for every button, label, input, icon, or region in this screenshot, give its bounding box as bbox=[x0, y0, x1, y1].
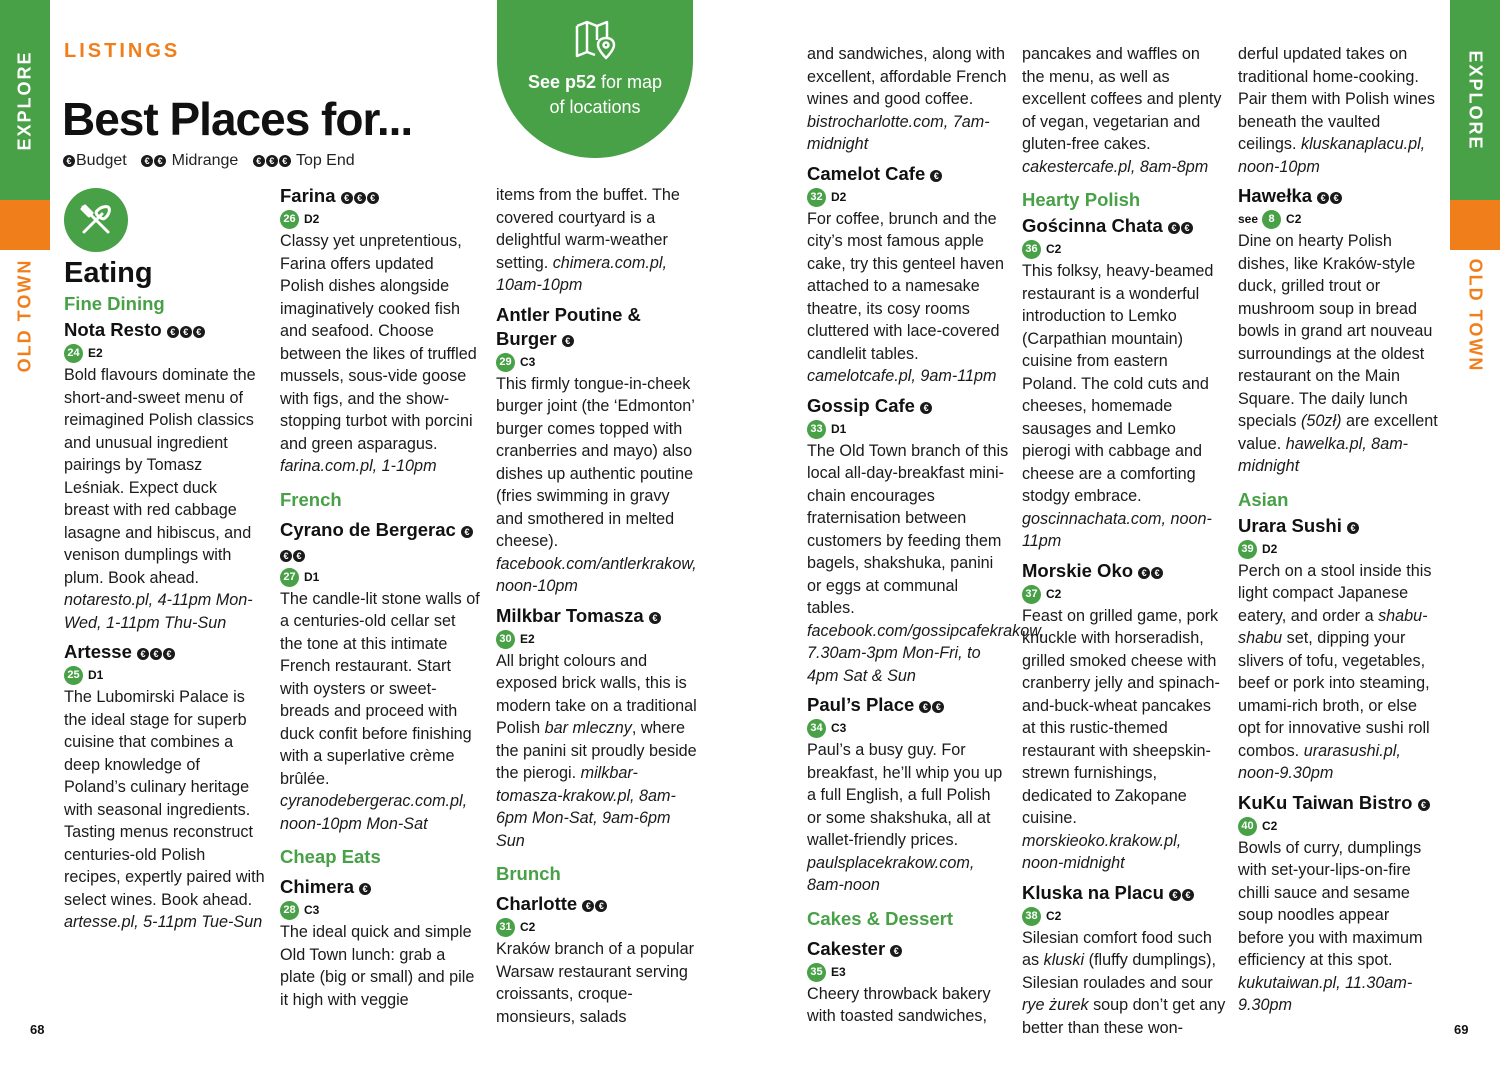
price-coin-icon: € bbox=[890, 945, 902, 957]
listing-name: Chimera € bbox=[280, 875, 482, 899]
map-pin-number: 26 bbox=[280, 210, 299, 229]
listing-info: chimera.com.pl, 10am-10pm bbox=[496, 253, 667, 294]
category-heading: Asian bbox=[1238, 488, 1289, 510]
price-coin-icon: € bbox=[1181, 222, 1193, 234]
map-reference[interactable] bbox=[1238, 538, 1438, 560]
map-reference[interactable] bbox=[1022, 905, 1226, 927]
listing-name: Charlotte € € bbox=[496, 892, 700, 916]
grid-reference: D1 bbox=[88, 668, 104, 682]
legend-budget: Budget bbox=[76, 152, 127, 169]
map-pin-number: 31 bbox=[496, 918, 515, 937]
listing-info: cyranodebergerac.com.pl, noon-10pm Mon-Sat bbox=[280, 792, 468, 833]
price-coin-icon: € bbox=[461, 526, 473, 538]
page-number-right: 69 bbox=[1454, 1022, 1469, 1037]
listing-name: Cyrano de Bergerac €€ € bbox=[280, 518, 482, 566]
listing-info: farina.com.pl, 1-10pm bbox=[280, 457, 437, 475]
listing-name: KuKu Taiwan Bistro € bbox=[1238, 791, 1438, 815]
listing-description: and sandwiches, along with excellent, affordable French wines and good coffee. bistrocharlotte.com, 7am-midnight bbox=[807, 45, 1007, 153]
map-pin-number: 8 bbox=[1262, 210, 1281, 229]
listing-info: cakestercafe.pl, 8am-8pm bbox=[1022, 157, 1209, 176]
price-coin-icon: € bbox=[930, 170, 942, 182]
grid-reference: D1 bbox=[831, 421, 847, 436]
price-coin-icon: € bbox=[167, 326, 179, 338]
listing-name: Farina € € € bbox=[280, 184, 482, 208]
listing-info: facebook.com/antlerkrakow, noon-10pm bbox=[496, 554, 697, 595]
map-reference[interactable] bbox=[807, 961, 1009, 983]
listing-description: Silesian comfort food such as kluski (fluffy dumplings), Silesian roulades and sour rye żurek soup don’t get any better than these won- bbox=[1022, 928, 1226, 1037]
category-heading: Cheap Eats bbox=[280, 846, 381, 867]
old-town-tab[interactable] bbox=[0, 250, 50, 380]
map-pin-number: 32 bbox=[807, 188, 826, 207]
listing-name: Kluska na Placu € € bbox=[1022, 881, 1226, 905]
listing-info: paulsplacekrakow.com, 8am-noon bbox=[807, 853, 975, 894]
explore-tab[interactable] bbox=[0, 0, 50, 200]
map-reference[interactable] bbox=[1022, 583, 1226, 605]
grid-reference: C3 bbox=[831, 721, 847, 735]
map-pin-number: 28 bbox=[280, 901, 299, 920]
grid-reference: C3 bbox=[304, 903, 320, 917]
price-coin-icon: € bbox=[280, 550, 292, 562]
listing-description: Dine on hearty Polish dishes, like Kraków-style duck, grilled trout or mushroom soup in bread bowls in grand art nouveau surroundings at the oldest restaurant on the Main Square. The daily lunch specials (50zł) are excellent value. hawelka.pl, 8am-midnight bbox=[1238, 232, 1438, 475]
map-reference[interactable] bbox=[280, 899, 482, 921]
listing-description: The candle-lit stone walls of a centuries-old cellar set the tone at this intimate French restaurant. Start with oysters or sweet-breads and proceed with duck confit before finishing with a superlative crème brûlée. cyranodebergerac.com.pl, noon-10pm Mon-Sat bbox=[280, 589, 480, 833]
grid-reference: C2 bbox=[1286, 212, 1302, 226]
listing-name: Artesse € € € bbox=[64, 640, 266, 664]
grid-reference: C2 bbox=[1046, 242, 1062, 256]
grid-reference: D1 bbox=[304, 569, 320, 584]
listing-name: Cakester € bbox=[807, 937, 1009, 961]
listing-description: The Lubomirski Palace is the ideal stage for superb cuisine that combines a deep knowledge of Poland’s culinary heritage with seasonal ingredients. Tasting menus reconstruct centuries-old Polish recipes, expertly paired with select wines. Book ahead. artesse.pl, 5-11pm Tue-Sun bbox=[64, 688, 265, 931]
listing-name: Urara Sushi € bbox=[1238, 514, 1438, 538]
price-coin-icon: € bbox=[562, 335, 574, 347]
map-pin-number: 34 bbox=[807, 719, 826, 738]
listing-name: Gossip Cafe € bbox=[807, 394, 1009, 418]
section-kicker: LISTINGS bbox=[64, 40, 181, 62]
map-pin-number: 37 bbox=[1022, 585, 1041, 604]
map-pin-number: 30 bbox=[496, 630, 515, 649]
price-coin-icon: € bbox=[1347, 522, 1359, 534]
map-reference[interactable] bbox=[64, 342, 266, 364]
explore-tab-right[interactable] bbox=[1450, 0, 1500, 200]
price-coin-icon: € bbox=[341, 192, 353, 204]
page-number-left: 68 bbox=[30, 1022, 45, 1037]
map-pin-icon bbox=[573, 18, 619, 69]
old-town-tab-label: OLD TOWN bbox=[14, 258, 35, 372]
listing-info: goscinnachata.com, noon-11pm bbox=[1022, 509, 1212, 550]
listing-description: This folksy, heavy-beamed restaurant is a wonderful introduction to Lemko (Carpathian mountain) cuisine from eastern Poland. The cold cuts and cheeses, homemade sausages and Lemko pierogi with cabbage and cheese are a comforting stodgy embrace. goscinnachata.com, noon-11pm bbox=[1022, 262, 1214, 550]
fork-knife-icon bbox=[64, 188, 128, 252]
map-reference[interactable] bbox=[1238, 208, 1438, 230]
listing-description: Classy yet unpretentious, Farina offers updated Polish dishes alongside imaginatively cooked fish and seafood. Choose between the likes of truffled mussels, sous-vide goose with figs, and the show-stopping turbot with porcini and green asparagus. farina.com.pl, 1-10pm bbox=[280, 232, 477, 475]
listing-info: urarasushi.pl, noon-9.30pm bbox=[1238, 741, 1401, 782]
listing-column-2 bbox=[280, 184, 482, 1011]
grid-reference: see bbox=[1238, 212, 1259, 226]
tab-divider bbox=[0, 200, 50, 250]
legend-midrange: Midrange bbox=[171, 152, 239, 169]
grid-reference: C2 bbox=[520, 920, 536, 934]
map-pin-number: 25 bbox=[64, 666, 83, 685]
map-pin-number: 33 bbox=[807, 420, 826, 439]
price-coin-icon: € bbox=[359, 883, 371, 895]
price-coin-icon: € bbox=[354, 192, 366, 204]
listing-column-3 bbox=[496, 184, 700, 1028]
old-town-tab-right[interactable] bbox=[1450, 250, 1500, 380]
price-coin-icon: € bbox=[920, 402, 932, 414]
listing-description: The Old Town branch of this local all-day-breakfast mini-chain encourages fraternisation between customers by feeding them bagels, shakshuka, panini or eggs at communal tables. facebook.com/gossipcafekrakow, 7.30am-3pm Mon-Fri, to 4pm Sat & Sun bbox=[807, 441, 1045, 685]
listing-info: morskieoko.krakow.pl, noon-midnight bbox=[1022, 831, 1182, 872]
section-heading-eating: Eating bbox=[64, 257, 153, 289]
listing-info: facebook.com/gossipcafekrakow, 7.30am-3pm Mon-Fri, to 4pm Sat & Sun bbox=[807, 621, 1045, 685]
map-pin-number: 40 bbox=[1238, 817, 1257, 836]
price-coin-icon: € bbox=[1168, 222, 1180, 234]
listing-description: Bowls of curry, dumplings with set-your-lips-on-fire chilli sauce and sesame soup noodles appear before you with maximum efficiency at this spot. kukutaiwan.pl, 11.30am-9.30pm bbox=[1238, 838, 1423, 1014]
listing-name: Antler Poutine & Burger € bbox=[496, 303, 641, 349]
listing-info: artesse.pl, 5-11pm Tue-Sun bbox=[64, 913, 263, 931]
listing-description: derful updated takes on traditional home-cooking. Pair them with Polish wines beneath the vaulted ceilings. kluskanaplacu.pl, noon-10pm bbox=[1238, 45, 1436, 176]
price-coin-icon: € bbox=[932, 701, 944, 713]
grid-reference: C2 bbox=[1046, 586, 1062, 601]
map-reference[interactable] bbox=[64, 664, 266, 686]
category-heading: Fine Dining bbox=[64, 293, 165, 314]
map-page-ref[interactable]: See p52 bbox=[527, 72, 596, 92]
price-coin-icon: € bbox=[63, 155, 75, 167]
price-coin-icon: € bbox=[253, 155, 265, 167]
price-coin-icon: € bbox=[180, 326, 192, 338]
listing-description: This firmly tongue-in-cheek burger joint (the ‘Edmonton’ burger comes topped with cranberries and mayo) also dishes up authentic poutine (fries swimming in gravy and smothered in melted cheese). facebook.com/antlerkrakow, noon-10pm bbox=[496, 374, 697, 595]
category-heading: French bbox=[280, 488, 342, 510]
map-reference[interactable] bbox=[1238, 815, 1438, 837]
listing-description: Feast on grilled game, pork knuckle with horseradish, grilled smoked cheese with cranberry jelly and spinach-and-buck-wheat pancakes at this rustic-themed restaurant with sheepskin-strewn furnishings, dedicated to Zakopane cuisine. morskieoko.krakow.pl, noon-midnight bbox=[1022, 606, 1220, 872]
listing-column-5 bbox=[1022, 43, 1226, 1039]
price-coin-icon: € bbox=[1330, 192, 1342, 204]
grid-reference: E2 bbox=[88, 346, 103, 360]
map-pin-number: 29 bbox=[496, 353, 515, 372]
listing-info: milkbar-tomasza-krakow.pl, 8am-6pm Mon-Sat, 9am-6pm Sun bbox=[496, 764, 676, 850]
listing-description: For coffee, brunch and the city’s most famous apple cake, try this genteel haven attached to a namesake theatre, its cosy rooms cluttered with lace-covered candlelit tables. camelotcafe.pl, 9am-11pm bbox=[807, 209, 1005, 385]
price-coin-icon: € bbox=[279, 155, 291, 167]
map-callout[interactable] bbox=[497, 0, 693, 158]
listing-info: hawelka.pl, 8am-midnight bbox=[1238, 434, 1409, 475]
listing-name: Nota Resto € € € bbox=[64, 318, 266, 342]
map-reference[interactable] bbox=[280, 208, 482, 230]
category-heading: Hearty Polish bbox=[1022, 189, 1141, 210]
map-reference[interactable] bbox=[807, 717, 1009, 739]
explore-tab-label: EXPLORE bbox=[1465, 49, 1486, 151]
price-coin-icon: € bbox=[141, 155, 153, 167]
explore-tab-label: EXPLORE bbox=[14, 49, 35, 151]
map-reference[interactable] bbox=[807, 186, 1009, 208]
grid-reference: D2 bbox=[831, 189, 847, 204]
listing-name: Paul’s Place € € bbox=[807, 693, 1009, 717]
listing-column-1 bbox=[64, 256, 266, 934]
price-coin-icon: € bbox=[1182, 889, 1194, 901]
map-pin-number: 39 bbox=[1238, 540, 1257, 559]
map-reference[interactable] bbox=[1022, 238, 1226, 260]
listing-name: Morskie Oko € € bbox=[1022, 559, 1226, 583]
map-pin-number: 36 bbox=[1022, 240, 1041, 259]
listing-description: Cheery throwback bakery with toasted sandwiches, bbox=[807, 984, 991, 1025]
map-pin-number: 38 bbox=[1022, 907, 1041, 926]
grid-reference: D2 bbox=[1262, 541, 1278, 556]
listing-description: pancakes and waffles on the menu, as well as excellent coffees and plenty of vegan, vegetarian and gluten-free cakes. cakestercafe.pl, 8am-8pm bbox=[1022, 45, 1222, 176]
old-town-tab-label: OLD TOWN bbox=[1465, 258, 1486, 372]
listing-name: Milkbar Tomasza € bbox=[496, 604, 700, 628]
map-pin-number: 24 bbox=[64, 344, 83, 363]
map-pin-number: 27 bbox=[280, 568, 299, 587]
listing-info: camelotcafe.pl, 9am-11pm bbox=[807, 367, 997, 385]
price-coin-icon: € bbox=[649, 612, 661, 624]
price-coin-icon: € bbox=[1317, 192, 1329, 204]
price-coin-icon: € bbox=[193, 326, 205, 338]
listing-info: kukutaiwan.pl, 11.30am-9.30pm bbox=[1238, 973, 1413, 1014]
price-coin-icon: € bbox=[163, 648, 175, 660]
listing-description: Perch on a stool inside this light compact Japanese eatery, and order a shabu-shabu set, dipping your slivers of tofu, vegetables, beef or pork into steaming, umami-rich broth, or else opt for innovative sushi roll combos. urarasushi.pl, noon-9.30pm bbox=[1238, 561, 1432, 782]
tab-divider bbox=[1450, 200, 1500, 250]
map-reference[interactable] bbox=[496, 628, 700, 650]
price-coin-icon: € bbox=[293, 550, 305, 562]
grid-reference: D2 bbox=[304, 212, 320, 226]
legend-top-end: Top End bbox=[295, 152, 355, 169]
category-heading: Cakes & Dessert bbox=[807, 907, 954, 929]
listing-info: notaresto.pl, 4-11pm Mon-Wed, 1-11pm Thu-Sun bbox=[64, 591, 253, 632]
page-title: Best Places for... bbox=[62, 93, 413, 145]
listing-column-6 bbox=[1238, 43, 1438, 1017]
price-coin-icon: € bbox=[1169, 889, 1181, 901]
listing-info: kluskanaplacu.pl, noon-10pm bbox=[1238, 135, 1426, 176]
listing-description: Bold flavours dominate the short-and-sweet menu of reimagined Polish classics and unusual ingredient pairings by Tomasz Leśniak. Expect duck breast with red cabbage lasagne and hibiscus, and venison dumplings with plum. Book ahead. notaresto.pl, 4-11pm Mon-Wed, 1-11pm Thu-Sun bbox=[64, 366, 256, 632]
price-coin-icon: € bbox=[1418, 799, 1430, 811]
price-coin-icon: € bbox=[582, 900, 594, 912]
listing-description: All bright colours and exposed brick walls, this is modern take on a traditional Polish bar mleczny, where the panini sit proudly beside the pierogi. milkbar-tomasza-krakow.pl, 8am-6pm Mon-Sat, 9am-6pm Sun bbox=[496, 651, 697, 850]
grid-reference: E2 bbox=[520, 631, 535, 646]
price-coin-icon: € bbox=[150, 648, 162, 660]
map-reference[interactable] bbox=[807, 418, 1009, 440]
price-coin-icon: € bbox=[1138, 567, 1150, 579]
listing-description: Kraków branch of a popular Warsaw restaurant serving croissants, croque-monsieurs, salads bbox=[496, 940, 694, 1026]
price-coin-icon: € bbox=[1151, 567, 1163, 579]
price-coin-icon: € bbox=[595, 900, 607, 912]
listing-description: The ideal quick and simple Old Town lunch: grab a plate (big or small) and pile it high with veggie bbox=[280, 923, 475, 1009]
listing-info: bistrocharlotte.com, 7am-midnight bbox=[807, 112, 990, 153]
listing-name: Camelot Cafe € bbox=[807, 162, 1009, 186]
grid-reference: C2 bbox=[1046, 908, 1062, 923]
listing-name: Gościnna Chata € € bbox=[1022, 214, 1226, 238]
price-coin-icon: € bbox=[367, 192, 379, 204]
price-coin-icon: € bbox=[137, 648, 149, 660]
grid-reference: C3 bbox=[520, 354, 536, 369]
map-pin-number: 35 bbox=[807, 963, 826, 982]
price-legend bbox=[63, 152, 365, 170]
price-coin-icon: € bbox=[154, 155, 166, 167]
grid-reference: E3 bbox=[831, 964, 846, 979]
grid-reference: C2 bbox=[1262, 818, 1278, 833]
right-page bbox=[750, 0, 1500, 1082]
listing-description: items from the buffet. The covered courtyard is a delightful warm-weather setting. chimera.com.pl, 10am-10pm bbox=[496, 186, 680, 294]
map-callout-text: See p52 for map of locations bbox=[527, 72, 663, 117]
map-reference[interactable] bbox=[496, 916, 700, 938]
price-coin-icon: € bbox=[266, 155, 278, 167]
listing-description: Paul’s a busy guy. For breakfast, he’ll whip you up a full English, a full Polish or some shakshuka, all at wallet-friendly prices. paulsplacekrakow.com, 8am-noon bbox=[807, 741, 1003, 894]
price-coin-icon: € bbox=[919, 701, 931, 713]
map-reference[interactable] bbox=[280, 566, 482, 588]
listing-name: Hawełka € € bbox=[1238, 184, 1438, 208]
map-reference[interactable] bbox=[496, 351, 700, 373]
category-heading: Brunch bbox=[496, 863, 561, 884]
